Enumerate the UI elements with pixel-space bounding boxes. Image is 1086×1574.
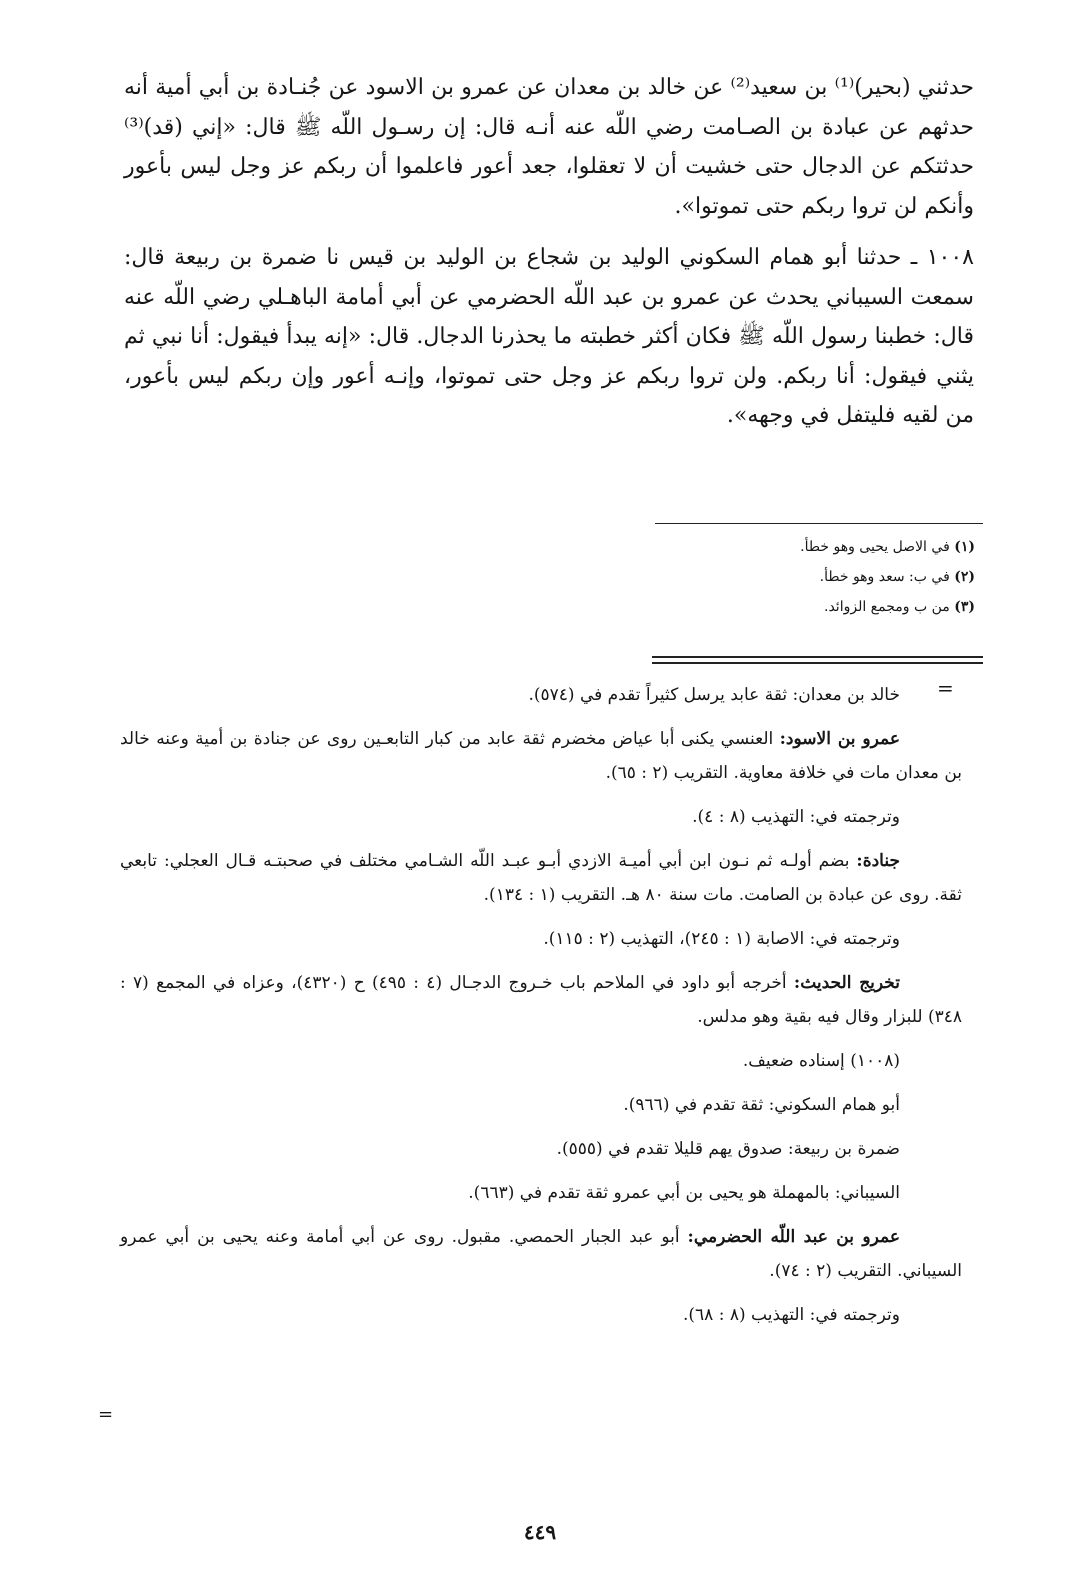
commentary-entry [120,1088,962,1122]
entry-text: وترجمته في: الاصابة (١ : ٢٤٥)، التهذيب (٢ : ١١٥). [543,929,900,949]
commentary-entry [120,1044,962,1078]
footnote [655,532,975,562]
hadith-paragraph-1: حدثني (بحير)⁽¹⁾ بن سعيد⁽²⁾ عن خالد بن معدان عن عمرو بن الاسود عن جُنـادة بن أبي أمية أنه حدثهم عن عبادة بن الصـامت رضي اللّه عنه أنـه قال: إن رسـول اللّه ﷺ قال: «إني (قد)⁽³⁾ حدثتكم عن الدجال حتى خشيت أن لا تعقلوا، جعد أعور فاعلموا أن ربكم عز وجل ليس بأعور وأنكم لن تروا ربكم حتى تموتوا». [124,75,974,219]
footnote-number: (٢) [954,569,975,585]
page-number: ٤٤٩ [523,1520,557,1544]
entry-text: السيباني: بالمهملة هو يحيى بن أبي عمرو ثقة تقدم في (٦٦٣). [468,1183,900,1203]
entry-text: (١٠٠٨) إسناده ضعيف. [742,1051,900,1071]
footnote-separator [655,523,983,524]
entry-text: وترجمته في: التهذيب (٨ : ٦٨). [683,1305,900,1325]
commentary-entry [120,678,962,712]
continuation-mark-bottom: = [98,1404,114,1425]
commentary-entry [120,1220,962,1288]
entry-text: أبو همام السكوني: ثقة تقدم في (٩٦٦). [623,1095,900,1115]
footnote-text: في ب: سعد وهو خطأ. [819,569,950,585]
entry-label: جنادة: [856,851,900,871]
commentary-entry [120,844,962,912]
commentary-entry [120,722,962,790]
commentary-entry [120,966,962,1034]
main-hadith-text [124,68,974,448]
entry-text: أبو عبد الجبار الحمصي. مقبول. روى عن أبي أمامة وعنه يحيى بن أبي عمرو السيباني. التقريب (٢ : ٧٤). [120,1227,962,1281]
footnotes [655,532,975,622]
commentary-entry [120,1132,962,1166]
footnote [655,562,975,592]
entry-label: عمرو بن عبد اللّه الحضرمي: [687,1227,900,1247]
hadith-paragraph-1008: ١٠٠٨ ـ حدثنا أبو همام السكوني الوليد بن شجاع بن الوليد بن قيس نا ضمرة بن ربيعة قال: سمعت السيباني يحدث عن عمرو بن عبد اللّه الحضرمي عن أبي أمامة الباهـلي رضي اللّه عنه قال: خطبنا رسول اللّه ﷺ فكان أكثر خطبته ما يحذرنا الدجال. قال: «إنه يبدأ فيقول: أنا نبي ثم يثني فيقول: أنا ربكم. ولن تروا ربكم عز وجل حتى تموتوا، وإنـه أعور وإن ربكم ليس بأعور، من لقيه فليتفل في وجهه». [124,245,974,428]
footnote [655,592,975,622]
entry-text: خالد بن معدان: ثقة عابد يرسل كثيراً تقدم في (٥٧٤). [528,685,900,705]
footnote-text: من ب ومجمع الزوائد. [824,599,950,615]
entry-text: وترجمته في: التهذيب (٨ : ٤). [692,807,900,827]
commentary-entry [120,1176,962,1210]
commentary-entry [120,1298,962,1332]
footnote-text: في الاصل يحيى وهو خطأ. [800,539,950,555]
footnote-number: (١) [954,539,975,555]
entry-label: تخريج الحديث: [793,973,901,993]
entry-text: ضمرة بن ربيعة: صدوق يهم قليلا تقدم في (٥٥٥). [556,1139,900,1159]
commentary-entry [120,800,962,834]
entry-text: العنسي يكنى أبا عياض مخضرم ثقة عابد من كبار التابعـين روى عن جنادة بن أمية وعنه خالد بن معدان مات في خلافة معاوية. التقريب (٢ : ٦٥). [120,729,962,783]
entry-text: أخرجه أبو داود في الملاحم باب خـروج الدجـال (٤ : ٤٩٥) ح (٤٣٢٠)، وعزاه في المجمع (٧ : ٣٤٨) للبزار وقال فيه بقية وهو مدلس. [120,973,962,1027]
entry-label: عمرو بن الاسود: [779,729,900,749]
entry-text: بضم أولـه ثم نـون ابن أبي أميـة الازدي أبـو عبـد اللّه الشـامي مختلف في صحبتـه قـال العجلي: تابعي ثقة. روى عن عبادة بن الصامت. مات سنة ٨٠ هـ. التقريب (١ : ١٣٤). [120,851,962,905]
commentary-entry [120,922,962,956]
footnote-number: (٣) [954,599,975,615]
continuation-mark: = [937,676,954,700]
commentary-section [120,678,962,1342]
commentary-separator [652,656,983,664]
